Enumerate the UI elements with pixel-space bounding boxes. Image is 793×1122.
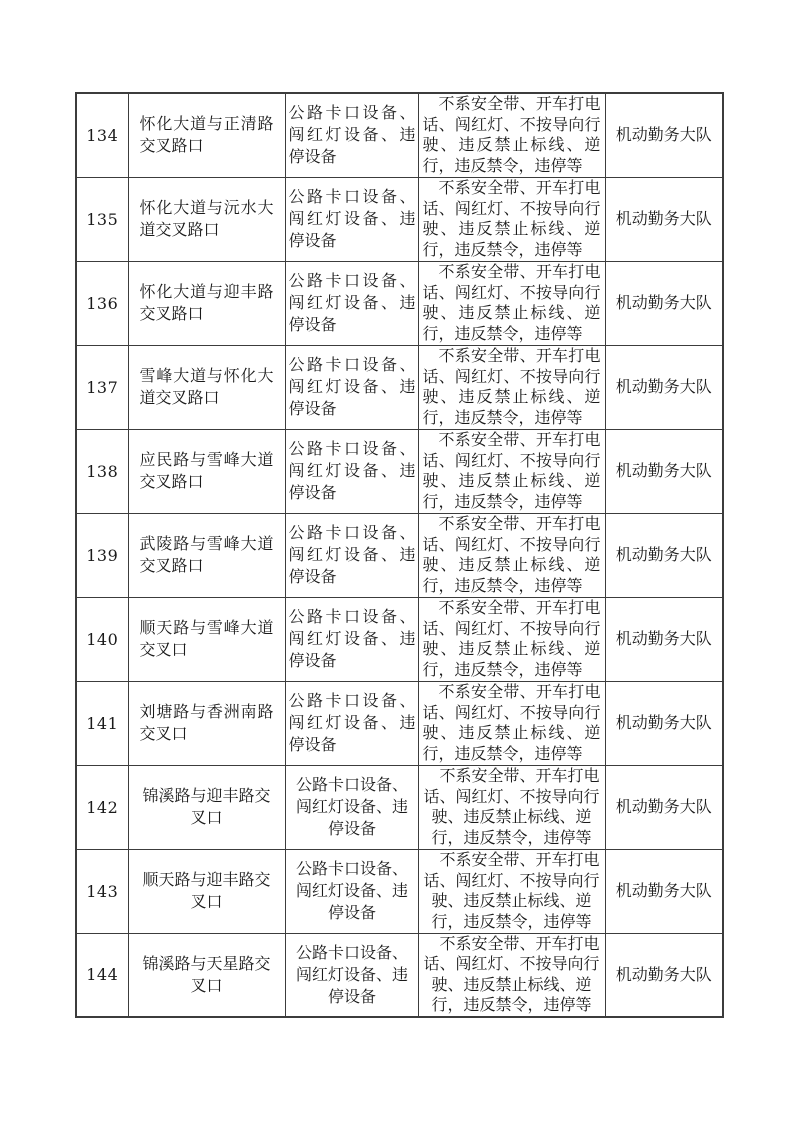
- location-text: 怀化大道与正清路交叉路口: [139, 114, 274, 156]
- equipment-text: 公路卡口设备、闯红灯设备、违停设备: [288, 691, 416, 754]
- cell-row-number: [76, 177, 128, 261]
- cell-equipment: [285, 933, 418, 1017]
- cell-row-number: [76, 93, 128, 177]
- violations-text: 不系安全带、开车打电话、闯红灯、不按导向行驶、违反禁止标线、逆行，违反禁令，违停等: [423, 850, 600, 931]
- department-text: 机动勤务大队: [615, 797, 712, 816]
- equipment-text: 公路卡口设备、闯红灯设备、违停设备: [288, 439, 416, 502]
- table-body: [76, 93, 723, 1017]
- equipment-text: 公路卡口设备、闯红灯设备、违停设备: [295, 942, 408, 1006]
- cell-violations: [418, 429, 605, 513]
- violations-text: 不系安全带、开车打电话、闯红灯、不按导向行驶、违反禁止标线、逆行，违反禁令，违停等: [422, 514, 601, 595]
- cell-row-number: [76, 849, 128, 933]
- location-text: 雪峰大道与怀化大道交叉路口: [139, 366, 274, 407]
- violations-text: 不系安全带、开车打电话、闯红灯、不按导向行驶、违反禁止标线、逆行，违反禁令，违停等: [422, 598, 601, 679]
- cell-violations: [418, 849, 605, 933]
- row-number-text: 136: [86, 293, 119, 313]
- row-number-text: 144: [86, 965, 119, 985]
- equipment-text: 公路卡口设备、闯红灯设备、违停设备: [288, 271, 416, 334]
- violations-text: 不系安全带、开车打电话、闯红灯、不按导向行驶、违反禁止标线、逆行，违反禁令，违停等: [422, 430, 601, 511]
- violations-text: 不系安全带、开车打电话、闯红灯、不按导向行驶、违反禁止标线、逆行，违反禁令，违停等: [422, 346, 601, 427]
- cell-violations: [418, 93, 605, 177]
- cell-row-number: [76, 261, 128, 345]
- table-row: [76, 849, 723, 933]
- location-text: 锦溪路与天星路交叉口: [142, 953, 271, 995]
- row-number-text: 135: [86, 209, 119, 229]
- cell-row-number: [76, 429, 128, 513]
- cell-equipment: [285, 93, 418, 177]
- cell-row-number: [76, 681, 128, 765]
- table-row: [76, 513, 723, 597]
- cell-row-number: [76, 597, 128, 681]
- department-text: 机动勤务大队: [615, 964, 712, 984]
- cell-equipment: [285, 765, 418, 849]
- table-row: [76, 345, 723, 429]
- violations-text: 不系安全带、开车打电话、闯红灯、不按导向行驶、违反禁止标线、逆行，违反禁令，违停等: [423, 933, 600, 1015]
- row-number-text: 138: [86, 461, 119, 481]
- row-number-text: 141: [86, 713, 119, 733]
- cell-violations: [418, 681, 605, 765]
- location-text: 顺天路与雪峰大道交叉口: [139, 618, 274, 659]
- cell-location: [128, 345, 285, 429]
- table-row: [76, 681, 723, 765]
- cell-department: [605, 261, 723, 345]
- cell-equipment: [285, 513, 418, 597]
- cell-location: [128, 597, 285, 681]
- department-text: 机动勤务大队: [615, 881, 712, 900]
- department-text: 机动勤务大队: [615, 125, 712, 145]
- cell-equipment: [285, 849, 418, 933]
- location-text: 刘塘路与香洲南路交叉口: [139, 702, 274, 743]
- table-row: [76, 93, 723, 177]
- location-text: 顺天路与迎丰路交叉口: [142, 870, 271, 911]
- violations-text: 不系安全带、开车打电话、闯红灯、不按导向行驶、违反禁止标线、逆行，违反禁令，违停等: [422, 262, 601, 343]
- table-row: [76, 597, 723, 681]
- cell-department: [605, 933, 723, 1017]
- cell-equipment: [285, 345, 418, 429]
- violations-text: 不系安全带、开车打电话、闯红灯、不按导向行驶、违反禁止标线、逆行，违反禁令，违停等: [422, 94, 601, 175]
- department-text: 机动勤务大队: [615, 713, 712, 732]
- cell-department: [605, 177, 723, 261]
- cell-location: [128, 765, 285, 849]
- cell-location: [128, 93, 285, 177]
- cell-violations: [418, 261, 605, 345]
- cell-location: [128, 177, 285, 261]
- cell-equipment: [285, 597, 418, 681]
- cell-department: [605, 849, 723, 933]
- table-row: [76, 933, 723, 1017]
- cell-violations: [418, 513, 605, 597]
- cell-equipment: [285, 177, 418, 261]
- department-text: 机动勤务大队: [615, 461, 712, 480]
- violations-text: 不系安全带、开车打电话、闯红灯、不按导向行驶、违反禁止标线、逆行，违反禁令，违停等: [422, 178, 601, 259]
- cell-location: [128, 429, 285, 513]
- row-number-text: 142: [86, 797, 119, 817]
- equipment-text: 公路卡口设备、闯红灯设备、违停设备: [295, 859, 408, 922]
- cell-violations: [418, 345, 605, 429]
- cell-department: [605, 93, 723, 177]
- cell-department: [605, 345, 723, 429]
- cell-location: [128, 513, 285, 597]
- cell-equipment: [285, 429, 418, 513]
- cell-location: [128, 849, 285, 933]
- table-row: [76, 177, 723, 261]
- camera-locations-table: [75, 92, 724, 1018]
- department-text: 机动勤务大队: [615, 209, 712, 228]
- row-number-text: 134: [86, 125, 119, 145]
- location-text: 怀化大道与迎丰路交叉路口: [139, 282, 274, 323]
- cell-equipment: [285, 681, 418, 765]
- table-row: [76, 765, 723, 849]
- table-row: [76, 261, 723, 345]
- department-text: 机动勤务大队: [615, 629, 712, 648]
- cell-violations: [418, 177, 605, 261]
- cell-department: [605, 681, 723, 765]
- row-number-text: 143: [86, 881, 119, 901]
- cell-department: [605, 765, 723, 849]
- cell-location: [128, 261, 285, 345]
- location-text: 应民路与雪峰大道交叉路口: [139, 450, 274, 491]
- department-text: 机动勤务大队: [615, 377, 712, 396]
- row-number-text: 139: [86, 545, 119, 565]
- equipment-text: 公路卡口设备、闯红灯设备、违停设备: [295, 775, 408, 838]
- location-text: 怀化大道与沅水大道交叉路口: [139, 198, 274, 239]
- equipment-text: 公路卡口设备、闯红灯设备、违停设备: [288, 523, 416, 586]
- cell-department: [605, 429, 723, 513]
- cell-row-number: [76, 765, 128, 849]
- violations-text: 不系安全带、开车打电话、闯红灯、不按导向行驶、违反禁止标线、逆行，违反禁令，违停等: [423, 766, 600, 847]
- table-row: [76, 429, 723, 513]
- location-text: 武陵路与雪峰大道交叉路口: [139, 534, 274, 575]
- row-number-text: 140: [86, 629, 119, 649]
- cell-department: [605, 597, 723, 681]
- violations-text: 不系安全带、开车打电话、闯红灯、不按导向行驶、违反禁止标线、逆行，违反禁令，违停等: [422, 682, 601, 763]
- equipment-text: 公路卡口设备、闯红灯设备、违停设备: [288, 187, 416, 250]
- equipment-text: 公路卡口设备、闯红灯设备、违停设备: [288, 103, 416, 167]
- cell-violations: [418, 933, 605, 1017]
- location-text: 锦溪路与迎丰路交叉口: [142, 786, 271, 827]
- cell-equipment: [285, 261, 418, 345]
- row-number-text: 137: [86, 377, 119, 397]
- cell-location: [128, 933, 285, 1017]
- equipment-text: 公路卡口设备、闯红灯设备、违停设备: [288, 607, 416, 670]
- equipment-text: 公路卡口设备、闯红灯设备、违停设备: [288, 355, 416, 418]
- cell-row-number: [76, 513, 128, 597]
- department-text: 机动勤务大队: [615, 293, 712, 312]
- cell-row-number: [76, 933, 128, 1017]
- cell-violations: [418, 765, 605, 849]
- cell-row-number: [76, 345, 128, 429]
- cell-department: [605, 513, 723, 597]
- department-text: 机动勤务大队: [615, 545, 712, 564]
- cell-violations: [418, 597, 605, 681]
- cell-location: [128, 681, 285, 765]
